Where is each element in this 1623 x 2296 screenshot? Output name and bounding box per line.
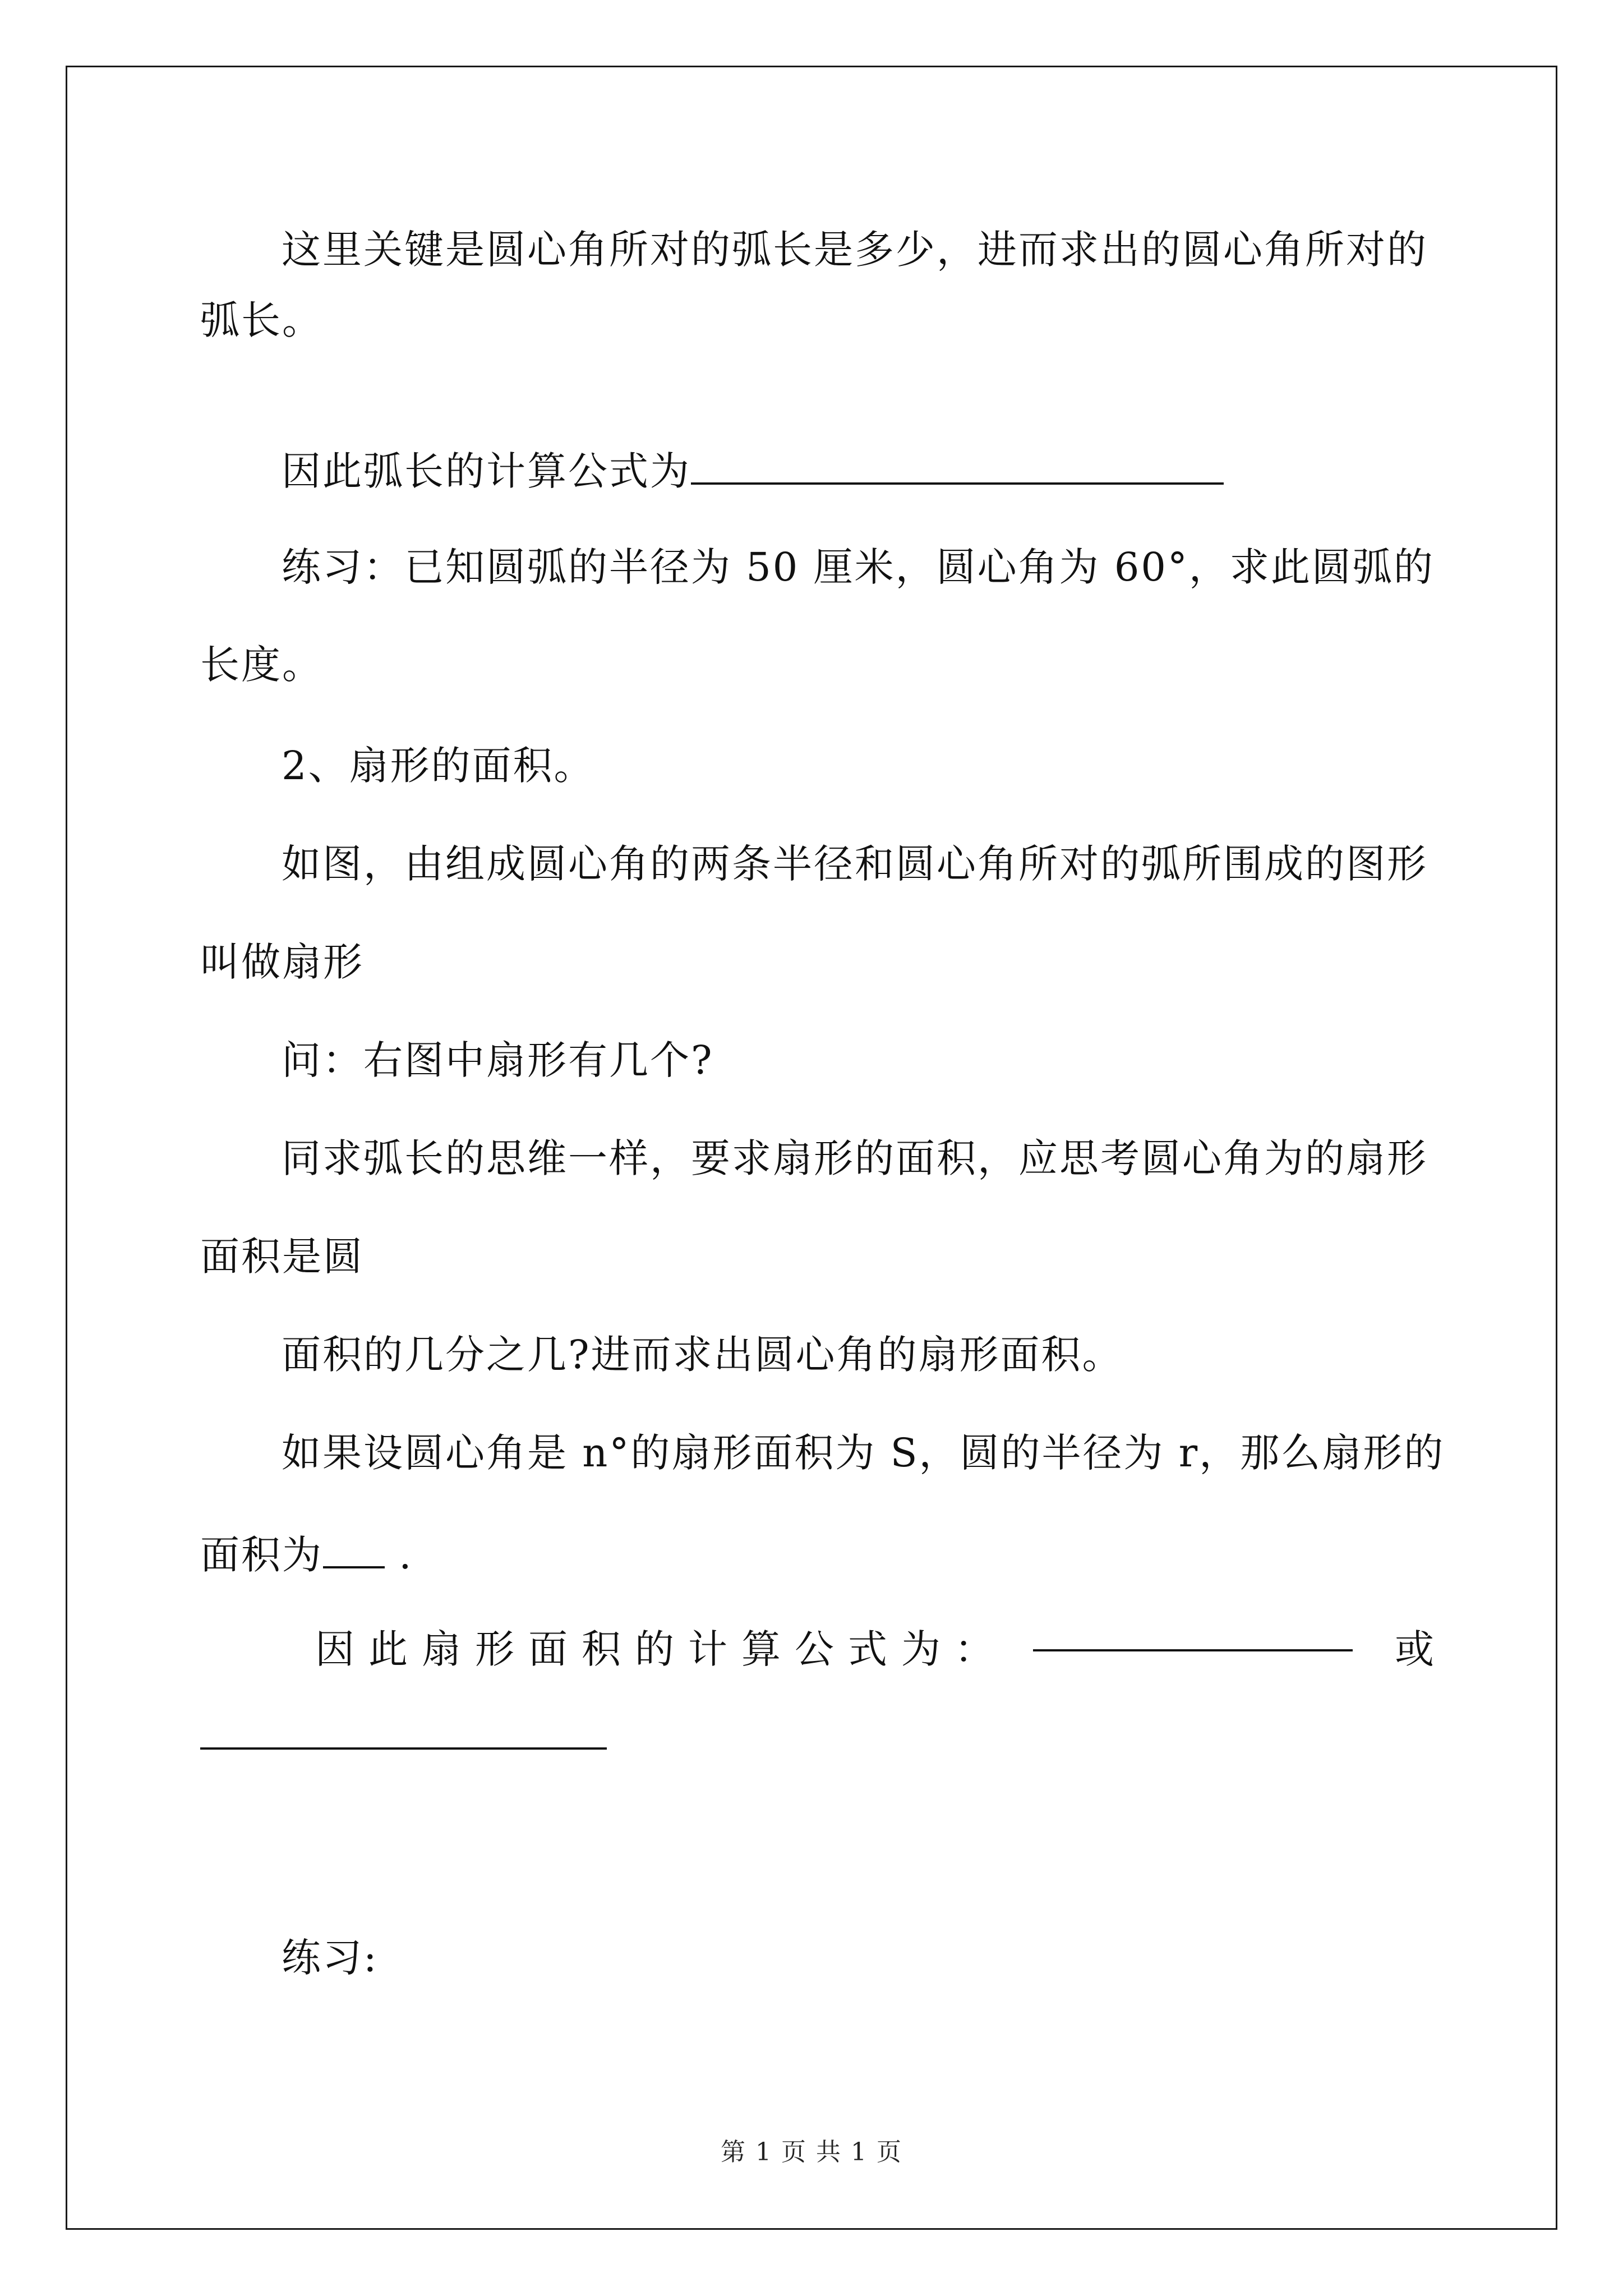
- sector-question: 问：右图中扇形有几个?: [282, 1037, 714, 1083]
- arc-length-formula-label: 因此弧长的计算公式为: [282, 448, 691, 494]
- formula-char: 扇: [422, 1626, 463, 1672]
- sector-area-setup-line1: 如果设圆心角是 n°的扇形面积为 S，圆的半径为 r，那么扇形的: [282, 1430, 1445, 1476]
- exercise-arc-line2: 长度。: [200, 642, 323, 688]
- formula-char: 面: [528, 1626, 569, 1672]
- formula-char: 公: [795, 1626, 836, 1672]
- sector-area-blank: [323, 1531, 385, 1568]
- formula-char: 此: [368, 1626, 409, 1672]
- formula-blank-1: [1033, 1649, 1353, 1651]
- sector-definition-line2: 叫做扇形: [200, 939, 364, 985]
- page-footer: 第 1 页 共 1 页: [721, 2138, 902, 2166]
- formula-char: 形: [475, 1626, 516, 1672]
- formula-char: 算: [741, 1626, 782, 1672]
- formula-blank-2: [200, 1747, 607, 1750]
- paragraph-line: [200, 227, 1434, 273]
- sector-definition-line1: 如图，由组成圆心角的两条半径和圆心角所对的弧所围成的图形: [282, 841, 1428, 887]
- formula-char: ：: [955, 1626, 995, 1672]
- exercise-arc-line1: 练习：已知圆弧的半径为 50 厘米，圆心角为 60°，求此圆弧的: [282, 544, 1435, 590]
- formula-char: 为: [901, 1626, 942, 1672]
- formula-char: 计: [688, 1626, 729, 1672]
- formula-char: 积: [582, 1626, 623, 1672]
- arc-length-formula-blank: [691, 448, 1224, 485]
- sector-thinking-line1: 同求弧长的思维一样，要求扇形的面积，应思考圆心角为的扇形: [282, 1135, 1428, 1181]
- formula-char: 的: [635, 1626, 676, 1672]
- arc-length-formula-line: [282, 448, 1224, 494]
- sector-area-heading: 2、扇形的面积。: [282, 743, 595, 789]
- arc-length-key-line1: 这里关键是圆心角所对的弧长是多少，进而求出的圆心角所对的: [282, 227, 1428, 273]
- sector-area-period: .: [385, 1532, 413, 1578]
- sector-thinking-line2: 面积是圆: [200, 1234, 364, 1280]
- sector-area-label: 面积为: [200, 1532, 323, 1578]
- formula-or: 或: [1395, 1626, 1436, 1672]
- sector-fraction-line: 面积的几分之几?进而求出圆心角的扇形面积。: [282, 1332, 1123, 1378]
- formula-char: 因: [315, 1626, 356, 1672]
- arc-length-key-line2: 弧长。: [200, 297, 323, 343]
- exercise-heading: 练习:: [282, 1935, 379, 1981]
- formula-char: 式: [848, 1626, 889, 1672]
- sector-area-setup-line2: [200, 1531, 413, 1578]
